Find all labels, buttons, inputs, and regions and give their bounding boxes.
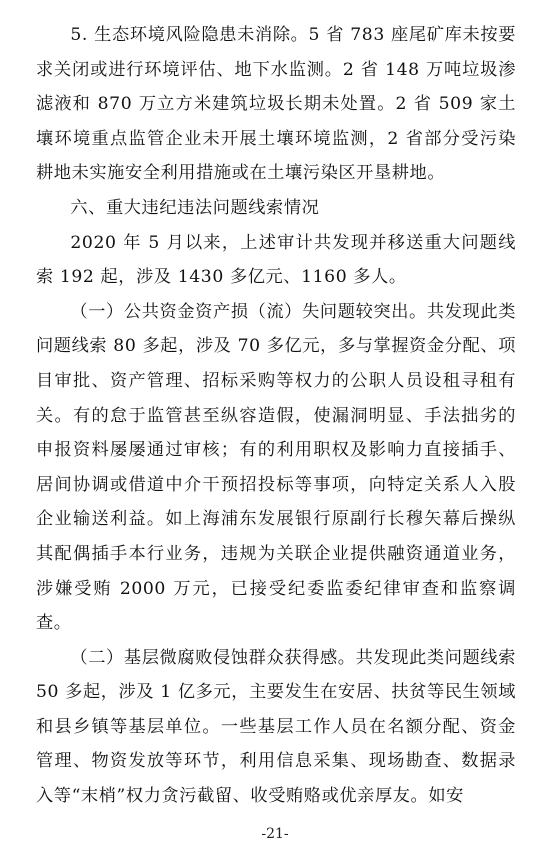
document-body	[36, 18, 516, 814]
paragraph-public-funds	[36, 295, 516, 641]
paragraph-grassroots-corruption-body: 共发现此类问题线索 50 多起，涉及 1 亿多元，主要发生在安居、扶贫等民生领域和县乡镇等基层单位。一些基层工作人员在名额分配、资金管理、物资发放等环节，利用信息采集、现场勘查、数据录入等“末梢”权力贪污截留、收受贿赂或优亲厚友。如安	[36, 647, 516, 807]
paragraph-grassroots-corruption	[36, 641, 516, 814]
section-intro-paragraph: 2020 年 5 月以来，上述审计共发现并移送重大问题线索 192 起，涉及 1430 多亿元、1160 多人。	[36, 232, 516, 288]
sub-heading-public-funds: （一）公共资金资产损（流）失问题较突出。	[70, 301, 427, 322]
sub-heading-grassroots-corruption: （二）基层微腐败侵蚀群众获得感。	[70, 647, 356, 668]
section-heading: 六、重大违纪违法问题线索情况	[70, 197, 320, 218]
page-number: -21-	[261, 826, 289, 842]
paragraph-ecological-risk: 5. 生态环境风险隐患未消除。5 省 783 座尾矿库未按要求关闭或进行环境评估、地下水监测。2 省 148 万吨垃圾渗滤液和 870 万立方米建筑垃圾长期未处置。2 省 509 家土壤环境重点监管企业未开展土壤环境监测，2 省部分受污染耕地未实施安全利用措施或在土壤污染区开垦耕地。	[36, 25, 516, 184]
paragraph-public-funds-body: 共发现此类问题线索 80 多起，涉及 70 多亿元，多与掌握资金分配、项目审批、资产管理、招标采购等权力的公职人员设租寻租有关。有的怠于监管甚至纵容造假，使漏洞明显、手法拙劣的申报资料屡屡通过审核；有的利用职权及影响力直接插手、居间协调或借道中介干预招投标等事项，向特定关系人入股企业输送利益。如上海浦东发展银行原副行长穆矢幕后操纵其配偶插手本行业务，违规为关联企业提供融资通道业务，涉嫌受贿 2000 万元，已接受纪委监委纪律审查和监察调查。	[36, 301, 516, 634]
